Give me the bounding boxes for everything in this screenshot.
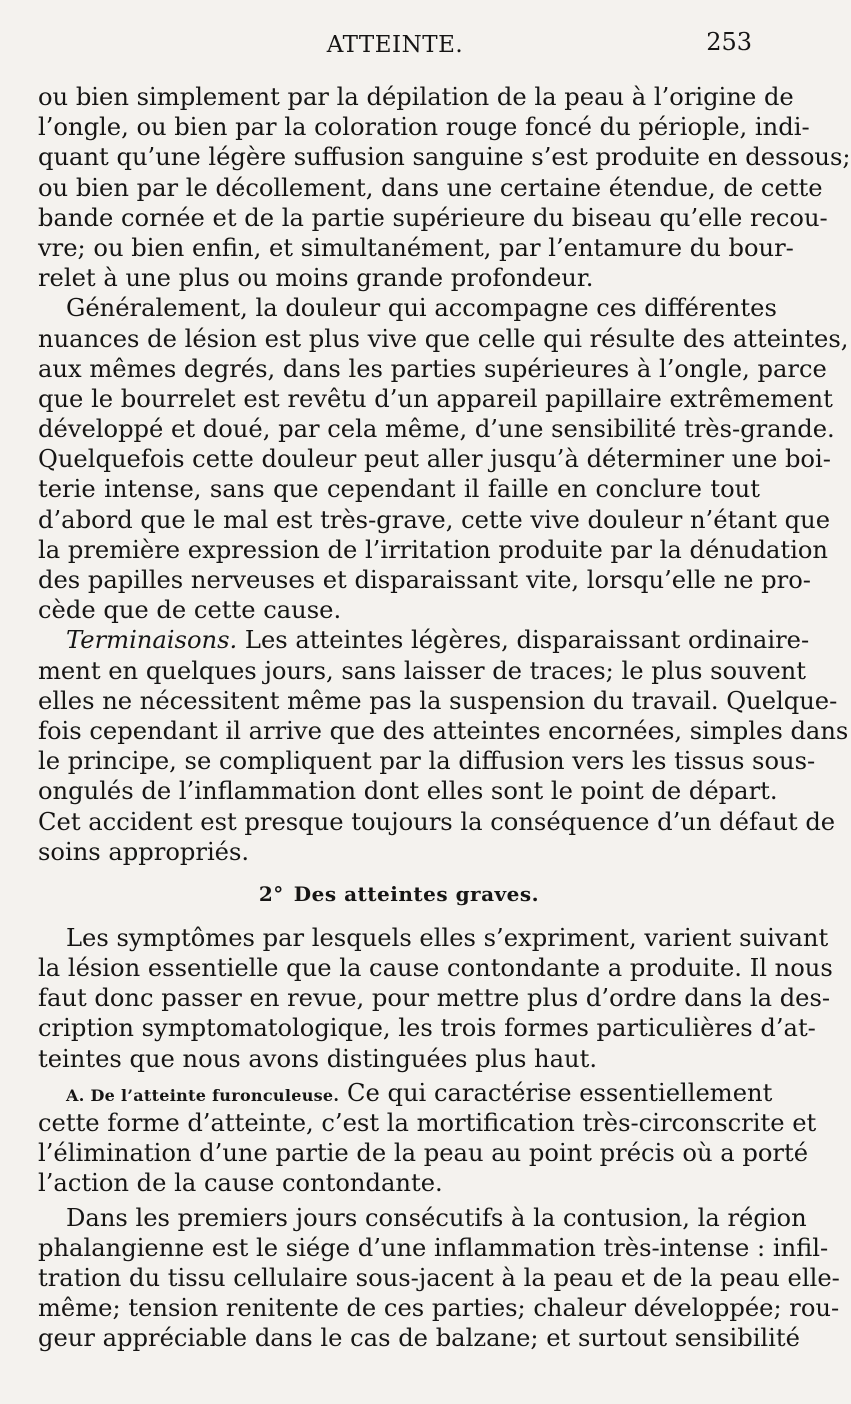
text-line: Cet accident est presque toujours la conséquence d’un défaut de (38, 807, 836, 836)
text-line: développé et doué, par cela même, d’une sensibilité très-grande. (38, 415, 835, 444)
text-line: terie intense, sans que cependant il faille en conclure tout (38, 475, 760, 504)
text-line: geur appréciable dans le cas de balzane; et surtout sensibilité (38, 1324, 800, 1353)
text-line: ongulés de l’inflammation dont elles sont le point de départ. (38, 777, 778, 806)
text-line: vre; ou bien enfin, et simultanément, par l’entamure du bour- (38, 233, 794, 262)
text-line: relet à une plus ou moins grande profondeur. (38, 264, 594, 293)
section-title: Des atteintes graves. (293, 881, 540, 906)
paragraph-furonculeuse (38, 1078, 817, 1199)
text-line: Généralement, la douleur qui accompagne ces différentes (66, 294, 777, 323)
page-number: 253 (706, 28, 752, 56)
section-number: 2° (258, 881, 284, 906)
text-line: phalangienne est le siége d’une inflammation très-intense : infil- (38, 1233, 829, 1262)
text-line: ou bien simplement par la dépilation de la peau à l’origine de (38, 83, 794, 111)
text-line: soins appropriés. (38, 837, 250, 866)
text-line (38, 1078, 773, 1108)
running-head (38, 28, 752, 64)
text-line: bande cornée et de la partie supérieure du biseau qu’elle recou- (38, 203, 828, 232)
text-line: faut donc passer en revue, pour mettre plus d’ordre dans la des- (38, 984, 831, 1013)
paragraph-2 (38, 293, 849, 625)
text-line: la lésion essentielle que la cause contondante a produite. Il nous (38, 954, 833, 983)
text-line: que le bourrelet est revêtu d’un appareil papillaire extrêmement (38, 384, 833, 413)
text-line: même; tension renitente de ces parties; chaleur développée; rou- (38, 1294, 840, 1323)
text-line: teintes que nous avons distinguées plus haut. (38, 1044, 598, 1073)
text-run: Ce qui caractérise essentiellement (339, 1078, 773, 1107)
text-line: cette forme d’atteinte, c’est la mortification très-circonscrite et (38, 1109, 817, 1137)
text-line: Dans les premiers jours consécutifs à la contusion, la région (66, 1203, 807, 1232)
paragraph-5 (38, 1203, 840, 1354)
text-run: Les atteintes légères, disparaissant ordinaire- (237, 626, 810, 655)
paragraph-terminaisons (38, 625, 849, 867)
text-line: nuances de lésion est plus vive que celle qui résulte des atteintes, (38, 324, 849, 353)
text-line: l’action de la cause contondante. (38, 1169, 443, 1198)
run-in-heading: Terminaisons. (66, 626, 238, 655)
text-line: la première expression de l’irritation produite par la dénudation (38, 535, 828, 564)
paragraph-1 (38, 82, 851, 293)
running-title: ATTEINTE. (326, 32, 464, 58)
text-line: quant qu’une légère suffusion sanguine s’est produite en dessous; (38, 143, 851, 172)
body-text (38, 82, 851, 1354)
text-line: l’ongle, ou bien par la coloration rouge foncé du périople, indi- (38, 113, 810, 142)
text-line: Les symptômes par lesquels elles s’expriment, varient suivant (66, 923, 829, 952)
text-line: d’abord que le mal est très-grave, cette vive douleur n’étant que (38, 505, 831, 534)
run-in-heading: A. De l’atteinte furonculeuse. (66, 1085, 340, 1105)
paragraph-3 (38, 923, 833, 1074)
text-line: elles ne nécessitent même pas la suspension du travail. Quelque- (38, 686, 838, 715)
text-line: fois cependant il arrive que des atteintes encornées, simples dans (38, 716, 849, 745)
text-line (38, 625, 810, 655)
text-line: tration du tissu cellulaire sous-jacent à la peau et de la peau elle- (38, 1263, 840, 1292)
text-line: ment en quelques jours, sans laisser de traces; le plus souvent (38, 656, 806, 685)
text-line: l’élimination d’une partie de la peau au point précis où a porté (38, 1139, 809, 1168)
text-line: ou bien par le décollement, dans une certaine étendue, de cette (38, 173, 823, 202)
text-line: le principe, se compliquent par la diffusion vers les tissus sous- (38, 747, 816, 776)
text-line: des papilles nerveuses et disparaissant vite, lorsqu’elle ne pro- (38, 566, 811, 594)
text-line: aux mêmes degrés, dans les parties supérieures à l’ongle, parce (38, 354, 827, 383)
text-line: Quelquefois cette douleur peut aller jusqu’à déterminer une boi- (38, 445, 831, 474)
section-heading (38, 879, 760, 909)
text-line: cription symptomatologique, les trois formes particulières d’at- (38, 1014, 816, 1043)
text-line: cède que de cette cause. (38, 596, 342, 625)
